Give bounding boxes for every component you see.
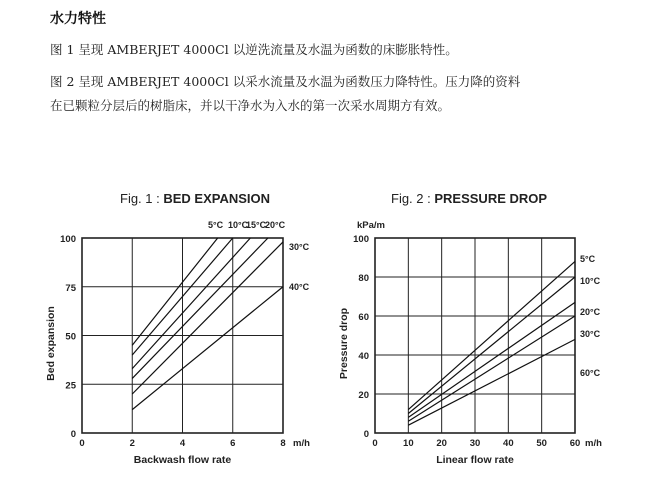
y-tick-label: 40 [358, 351, 369, 362]
y-unit-label: kPa/m [357, 220, 385, 231]
series-label: 10°C [228, 220, 249, 230]
series-label: 40°C [289, 282, 310, 292]
series-line-30deg-c [132, 242, 283, 394]
series-line-10deg-c [408, 277, 575, 414]
series-line-5deg-c [132, 238, 217, 345]
y-axis-label: Bed expansion [45, 306, 57, 381]
y-tick-label: 100 [353, 234, 369, 245]
x-unit-label: m/h [585, 438, 602, 449]
chart-2 [338, 191, 602, 466]
series-line-60deg-c [408, 339, 575, 425]
series-label: 5°C [208, 220, 224, 230]
y-axis-label: Pressure drop [338, 307, 350, 380]
y-tick-label: 60 [358, 312, 369, 323]
series-line-20deg-c [132, 238, 268, 378]
y-tick-label: 0 [363, 429, 369, 440]
chart-title-prefix: Fig. 2 : [391, 191, 435, 206]
paragraph-fig2-line2: 在已颗粒分层后的树脂床，并以干净水为入水的第一次采水周期方有效。 [50, 98, 451, 113]
x-tick-label: 0 [79, 438, 85, 449]
chart-title-main: BED EXPANSION [163, 191, 271, 206]
x-axis-label: Linear flow rate [436, 454, 514, 466]
x-tick-label: 6 [230, 438, 236, 449]
x-tick-label: 2 [129, 438, 135, 449]
series-label: 20°C [265, 220, 286, 230]
section-heading: 水力特性 [50, 11, 106, 27]
x-tick-label: 40 [503, 438, 514, 449]
series-label: 10°C [580, 276, 601, 286]
series-label: 30°C [580, 329, 601, 339]
x-unit-label: m/h [293, 438, 310, 449]
paragraph-fig1: 图 1 呈现 AMBERJET 4000Cl 以逆洗流量及水温为函数的床膨胀特性。 [50, 42, 458, 57]
series-label: 30°C [289, 242, 310, 252]
y-tick-label: 0 [70, 429, 76, 440]
x-tick-label: 0 [372, 438, 378, 449]
y-tick-label: 100 [60, 234, 76, 245]
series-line-20deg-c [408, 302, 575, 417]
x-tick-label: 30 [469, 438, 481, 449]
x-axis-label: Backwash flow rate [133, 454, 232, 466]
chart-1 [45, 191, 310, 466]
x-tick-label: 20 [436, 438, 447, 449]
chart-title-prefix: Fig. 1 : [120, 191, 164, 206]
chart-title [391, 191, 547, 206]
x-tick-label: 60 [569, 438, 581, 449]
series-label: 20°C [580, 307, 601, 317]
y-tick-label: 80 [358, 273, 369, 284]
x-tick-label: 50 [536, 438, 547, 449]
series-line-5deg-c [408, 261, 575, 409]
x-tick-label: 8 [280, 438, 286, 449]
chart-title [120, 191, 270, 206]
series-label: 5°C [580, 254, 596, 264]
y-tick-label: 20 [358, 390, 369, 401]
series-line-30deg-c [408, 316, 575, 421]
y-tick-label: 50 [65, 331, 76, 343]
paragraph-fig2-line1: 图 2 呈现 AMBERJET 4000Cl 以采水流量及水温为函数压力降特性。压力降的资料 [50, 74, 521, 89]
y-tick-label: 25 [65, 380, 76, 392]
x-tick-label: 10 [403, 438, 414, 449]
chart-title-main: PRESSURE DROP [434, 191, 548, 206]
series-label: 15°C [246, 220, 267, 230]
x-tick-label: 4 [179, 438, 186, 449]
series-label: 60°C [580, 368, 601, 378]
series-line-40deg-c [132, 287, 283, 410]
y-tick-label: 75 [65, 282, 76, 294]
